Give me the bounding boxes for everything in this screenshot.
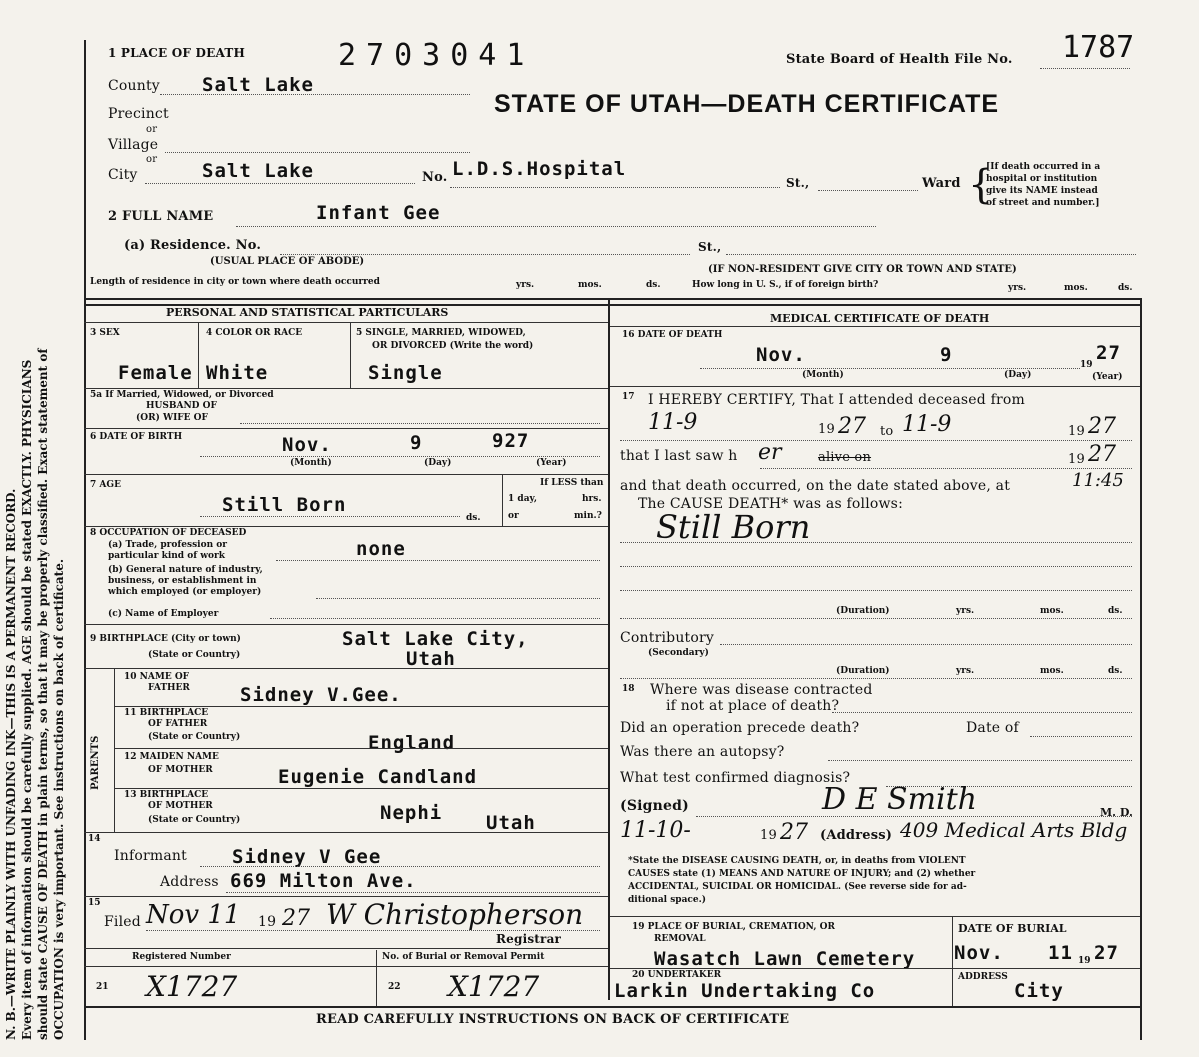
- sex-label: 3 SEX: [90, 328, 120, 338]
- signed-label: (Signed): [620, 798, 689, 814]
- howlong-ds-label: ds.: [1118, 283, 1133, 293]
- employer-label: (c) Name of Employer: [108, 609, 219, 619]
- hrs-label: hrs.: [582, 494, 602, 504]
- husband-label-2: HUSBAND OF: [146, 401, 217, 411]
- age-line: [200, 516, 460, 517]
- county-value: Salt Lake: [202, 74, 314, 96]
- length-of-residence-label: Length of residence in city or town where death occurred: [90, 277, 380, 287]
- place-of-death-label: 1 PLACE OF DEATH: [108, 46, 245, 60]
- husband-label-1: 5a If Married, Widowed, or Divorced: [90, 390, 274, 400]
- residence-label: (a) Residence. No.: [124, 238, 262, 253]
- city-line: [145, 183, 415, 184]
- note-line-2: CAUSES state (1) MEANS AND NATURE OF INJURY; and (2) whether: [628, 869, 976, 879]
- date-of-death-label: 16 DATE OF DEATH: [622, 330, 723, 340]
- mother-birthplace-label-1: 13 BIRTHPLACE: [124, 790, 209, 800]
- duration-yrs-2: yrs.: [956, 666, 975, 676]
- hospital-note-2: hospital or institution: [986, 174, 1098, 184]
- occupation-b-label-3: which employed (or employer): [108, 587, 262, 597]
- hospital-note-1: [If death occurred in a: [986, 162, 1101, 172]
- village-line: [165, 152, 470, 153]
- instructions-footer: READ CAREFULLY INSTRUCTIONS ON BACK OF CERTIFICATE: [316, 1012, 790, 1027]
- st-line: [818, 190, 918, 191]
- father-birthplace-label-3: (State or Country): [148, 732, 241, 742]
- attend-from: 11-9: [648, 410, 698, 435]
- abode-label: (USUAL PLACE OF ABODE): [210, 256, 365, 267]
- last-saw-label: that I last saw h: [620, 448, 738, 464]
- registered-number-label: Registered Number: [132, 952, 231, 962]
- signed-year: 27: [780, 820, 808, 845]
- duration-label-1: (Duration): [836, 606, 890, 616]
- item-17-label: 17: [622, 392, 635, 402]
- undertaker-address: City: [1014, 980, 1064, 1002]
- death-occurred-label: and that death occurred, on the date stated above, at: [620, 478, 1011, 494]
- parents-label: PARENTS: [90, 735, 101, 790]
- informant-address-label: Address: [160, 874, 219, 890]
- mother-birthplace-city: Nephi: [380, 802, 443, 824]
- dob-year-label: (Year): [536, 458, 567, 468]
- occupation-value: none: [356, 538, 406, 560]
- note-line-3: ACCIDENTAL, SUICIDAL OR HOMICIDAL. (See reverse side for ad-: [628, 882, 967, 892]
- sex-value: Female: [118, 362, 193, 384]
- rule-after-dod: [610, 386, 1140, 387]
- contributory-label: Contributory: [620, 630, 714, 646]
- father-birthplace-label-2: OF FATHER: [148, 719, 208, 729]
- undertaker-address-label: ADDRESS: [958, 972, 1008, 982]
- certify-text: I HEREBY CERTIFY, That I attended deceased from: [648, 392, 1025, 408]
- burial-label-2: REMOVAL: [654, 934, 706, 944]
- duration-mos-2: mos.: [1040, 666, 1064, 676]
- employer-nature-line: [316, 598, 600, 599]
- medical-section-title: MEDICAL CERTIFICATE OF DEATH: [770, 312, 990, 325]
- death-time: 11:45: [1072, 470, 1124, 491]
- undertaker-label: 20 UNDERTAKER: [632, 970, 722, 980]
- rule-before-burial: [610, 916, 1140, 917]
- attend-to: 11-9: [902, 412, 952, 437]
- county-label: County: [108, 78, 160, 94]
- less-than-label-2: 1 day,: [508, 494, 538, 504]
- dod-day: 9: [940, 344, 953, 366]
- frame-right-border: [1140, 300, 1142, 1040]
- age-value: Still Born: [222, 494, 347, 516]
- marital-value: Single: [368, 362, 443, 384]
- dob-year: 927: [492, 430, 530, 452]
- note-line-4: ditional space.): [628, 895, 707, 905]
- middle-divider: [608, 300, 610, 1000]
- physician-signature: D E Smith: [822, 782, 977, 817]
- residence-line: [280, 254, 690, 255]
- st-label: St.,: [786, 176, 810, 190]
- full-name-value: Infant Gee: [316, 202, 441, 224]
- village-label: Village: [108, 137, 159, 153]
- sidebar-line-2: Every item of information should be carefully supplied. AGE should be stated EXACTLY. PHYSICIANS: [20, 359, 34, 1040]
- rule-after-father: [114, 706, 608, 707]
- color-marital-divider: [350, 322, 351, 388]
- or-label-2: or: [146, 154, 158, 165]
- personal-section-title: PERSONAL AND STATISTICAL PARTICULARS: [166, 306, 449, 319]
- rule-after-father-birthplace: [114, 748, 608, 749]
- residence-st-line: [726, 254, 1136, 255]
- hospital-value: L.D.S.Hospital: [452, 158, 627, 180]
- file-number: 1787: [1062, 30, 1135, 65]
- or-label: or: [146, 124, 158, 135]
- contracted-label-1: Where was disease contracted: [650, 682, 873, 698]
- footer-divider: [376, 950, 377, 1006]
- less-than-divider: [502, 474, 503, 526]
- cause-label: The CAUSE DEATH* was as follows:: [638, 496, 903, 512]
- registered-num-label: 21: [96, 982, 109, 992]
- ward-label: Ward: [922, 176, 961, 191]
- rule-after-parents: [84, 832, 608, 833]
- filed-year: 27: [282, 906, 310, 931]
- contracted-label-2: if not at place of death?: [666, 698, 840, 714]
- last-saw-year: 27: [1088, 442, 1116, 467]
- informant-address-line: [226, 892, 600, 893]
- non-resident-label: (IF NON-RESIDENT GIVE CITY OR TOWN AND STATE): [708, 264, 1017, 275]
- rule-before-undertaker: [610, 968, 1140, 969]
- father-name: Sidney V.Gee.: [240, 684, 402, 706]
- rule-after-filed: [84, 948, 608, 949]
- informant-label: Informant: [114, 848, 187, 864]
- contributory-line: [720, 644, 1132, 645]
- occupation-label: 8 OCCUPATION OF DECEASED: [90, 528, 247, 538]
- filed-label: Filed: [104, 914, 141, 930]
- registrar-signature: W Christopherson: [326, 898, 584, 931]
- color-label: 4 COLOR OR RACE: [206, 328, 303, 338]
- signed-date: 11-10-: [620, 818, 691, 843]
- registrar-label: Registrar: [496, 932, 562, 946]
- duration-ds-2: ds.: [1108, 666, 1123, 676]
- full-name-line: [236, 226, 876, 227]
- dod-year-label: (Year): [1092, 372, 1123, 382]
- dod-month-label: (Month): [802, 370, 844, 380]
- burial-date-year-prefix: 19: [1078, 956, 1091, 966]
- how-long-label: How long in U. S., if of foreign birth?: [692, 280, 879, 290]
- mother-label-1: 12 MAIDEN NAME: [124, 752, 219, 762]
- operation-label: Did an operation precede death?: [620, 720, 860, 736]
- cause-line-3: [620, 590, 1132, 591]
- length-ds-label: ds.: [646, 280, 661, 290]
- howlong-mos-label: mos.: [1064, 283, 1088, 293]
- autopsy-label: Was there an autopsy?: [620, 744, 785, 760]
- rule-after-age: [84, 526, 608, 527]
- rule-after-husband: [84, 428, 608, 429]
- item-18-label: 18: [622, 684, 635, 694]
- birthplace-state-label: (State or Country): [148, 650, 241, 660]
- residence-st-label: St.,: [698, 240, 722, 254]
- physician-address: 409 Medical Arts Bldg: [900, 818, 1128, 842]
- father-birthplace-label-1: 11 BIRTHPLACE: [124, 708, 209, 718]
- length-yrs-label: yrs.: [516, 280, 535, 290]
- occupation-b-label-1: (b) General nature of industry,: [108, 565, 263, 575]
- informant-value: Sidney V Gee: [232, 846, 382, 868]
- burial-permit-number: X1727: [448, 970, 540, 1003]
- occupation-line: [276, 560, 600, 561]
- rule-after-mother: [114, 788, 608, 789]
- sidebar-line-1: N. B.—WRITE PLAINLY WITH UNFADING INK—THIS IS A PERMANENT RECORD.: [4, 488, 18, 1040]
- birthplace-state: Utah: [406, 648, 456, 670]
- full-name-label: 2 FULL NAME: [108, 209, 214, 224]
- cause-line-2: [620, 566, 1132, 567]
- dod-line: [700, 368, 1080, 369]
- duration-ds-1: ds.: [1108, 606, 1123, 616]
- registered-number: X1727: [146, 970, 238, 1003]
- precinct-label: Precinct: [108, 106, 169, 122]
- father-label-1: 10 NAME OF: [124, 672, 190, 682]
- father-label-2: FATHER: [148, 683, 190, 693]
- item-14-label: 14: [88, 834, 101, 844]
- hospital-note-4: of street and number.]: [986, 198, 1100, 208]
- duration-yrs-1: yrs.: [956, 606, 975, 616]
- to-label: to: [880, 424, 894, 439]
- signed-year-prefix: 19: [760, 828, 777, 843]
- min-label: min.?: [574, 511, 602, 521]
- dob-line: [200, 456, 600, 457]
- street-line: [450, 187, 780, 188]
- alive-on-label: alive on: [818, 450, 872, 465]
- burial-date-year: 27: [1094, 942, 1119, 964]
- file-number-label: State Board of Health File No.: [786, 52, 1013, 67]
- or-min-label: or: [508, 511, 519, 521]
- filed-date: Nov 11: [146, 900, 241, 930]
- occupation-a-label-1: (a) Trade, profession or: [108, 540, 227, 550]
- city-label: City: [108, 167, 138, 183]
- howlong-yrs-label: yrs.: [1008, 283, 1027, 293]
- personal-header-rule: [84, 322, 608, 323]
- birthplace-label: 9 BIRTHPLACE (City or town): [90, 634, 241, 644]
- husband-line: [240, 423, 600, 424]
- rule-after-informant: [84, 896, 608, 897]
- burial-label-1: 19 PLACE OF BURIAL, CREMATION, OR: [632, 922, 835, 932]
- filed-year-prefix: 19: [258, 914, 277, 930]
- burial-divider: [952, 916, 953, 1006]
- mother-birthplace-label-3: (State or Country): [148, 815, 241, 825]
- attend-from-year: 27: [838, 414, 866, 439]
- attend-to-year: 27: [1088, 414, 1116, 439]
- marital-label-1: 5 SINGLE, MARRIED, WIDOWED,: [356, 328, 526, 338]
- age-label: 7 AGE: [90, 480, 121, 490]
- dob-label: 6 DATE OF BIRTH: [90, 432, 183, 442]
- certificate-title: STATE OF UTAH—DEATH CERTIFICATE: [494, 90, 1000, 118]
- dod-year: 27: [1096, 342, 1121, 364]
- md-label: M. D.: [1100, 806, 1133, 819]
- sidebar-line-4: OCCUPATION is very important. See instructions on back of certificate.: [52, 558, 66, 1040]
- occupation-b-label-2: business, or establishment in: [108, 576, 257, 586]
- last-saw-line: [760, 468, 1132, 469]
- mother-label-2: OF MOTHER: [148, 765, 213, 775]
- color-value: White: [206, 362, 269, 384]
- attend-to-year-prefix: 19: [1068, 424, 1085, 439]
- test-label: What test confirmed diagnosis?: [620, 770, 851, 786]
- length-mos-label: mos.: [578, 280, 602, 290]
- contracted-line: [832, 712, 1132, 713]
- burial-permit-label: No. of Burial or Removal Permit: [382, 952, 545, 962]
- secondary-label: (Secondary): [648, 648, 709, 658]
- date-of-line: [1030, 736, 1132, 737]
- sidebar-line-3: should state CAUSE OF DEATH in plain terms, so that it may be properly classified. Exact statement of: [36, 348, 50, 1040]
- rule-after-sex: [84, 388, 608, 389]
- signed-line: [696, 816, 1132, 817]
- dod-day-label: (Day): [1004, 370, 1032, 380]
- hospital-note-3: give its NAME instead: [986, 186, 1098, 196]
- burial-date-label: DATE OF BURIAL: [958, 922, 1067, 935]
- informant-address: 669 Milton Ave.: [230, 870, 417, 892]
- registration-number: 2703041: [338, 38, 535, 73]
- age-ds-label: ds.: [466, 513, 481, 523]
- attend-from-year-prefix: 19: [818, 422, 835, 437]
- informant-line: [200, 866, 600, 867]
- rule-after-occupation: [84, 624, 608, 625]
- mother-birthplace-state: Utah: [486, 812, 536, 834]
- attend-line: [620, 440, 1132, 441]
- birthplace-city: Salt Lake City,: [342, 628, 529, 650]
- duration-line-1: [620, 618, 1132, 619]
- less-than-label-1: If LESS than: [540, 478, 604, 488]
- note-line-1: *State the DISEASE CAUSING DEATH, or, in deaths from VIOLENT: [628, 856, 966, 866]
- no-label: No.: [422, 170, 448, 185]
- husband-label-3: (OR) WIFE OF: [136, 413, 208, 423]
- burial-place: Wasatch Lawn Cemetery: [654, 948, 916, 970]
- physician-address-label: (Address): [820, 828, 893, 843]
- dod-month: Nov.: [756, 344, 806, 366]
- dob-day-label: (Day): [424, 458, 452, 468]
- cause-value: Still Born: [656, 508, 811, 546]
- rule-after-birthplace: [84, 668, 608, 669]
- city-value: Salt Lake: [202, 160, 314, 182]
- duration-label-2: (Duration): [836, 666, 890, 676]
- footer-header-rule: [84, 966, 608, 967]
- undertaker-value: Larkin Undertaking Co: [614, 980, 876, 1002]
- rule-after-dob: [84, 474, 608, 475]
- last-saw-year-prefix: 19: [1068, 452, 1085, 467]
- dob-month-label: (Month): [290, 458, 332, 468]
- father-birthplace: England: [368, 732, 456, 754]
- burial-date-month: Nov.: [954, 942, 1004, 964]
- last-saw-hand: er: [758, 440, 782, 465]
- footer-bottom-rule: [84, 1006, 1142, 1008]
- date-of-label: Date of: [966, 720, 1019, 736]
- autopsy-line: [828, 760, 1132, 761]
- dob-month: Nov.: [282, 434, 332, 456]
- filed-line: [146, 930, 600, 931]
- medical-header-rule: [610, 326, 1140, 327]
- dob-day: 9: [410, 432, 423, 454]
- marital-label-2: OR DIVORCED (Write the word): [372, 341, 534, 351]
- occupation-a-label-2: particular kind of work: [108, 551, 225, 561]
- burial-permit-num-label: 22: [388, 982, 401, 992]
- file-number-line: [1040, 68, 1130, 69]
- frame-left-border: [84, 40, 86, 1040]
- brace-icon: {: [968, 162, 994, 208]
- employer-line: [270, 618, 600, 619]
- duration-line-2: [620, 678, 1132, 679]
- burial-date-day: 11: [1048, 942, 1073, 964]
- cause-line-1: [620, 542, 1132, 543]
- mother-birthplace-label-2: OF MOTHER: [148, 801, 213, 811]
- sex-color-divider: [198, 322, 199, 388]
- mother-name: Eugenie Candland: [278, 766, 478, 788]
- item-15-label: 15: [88, 898, 101, 908]
- section-divider-top: [84, 298, 1142, 300]
- dod-year-prefix: 19: [1080, 360, 1093, 370]
- parents-divider: [114, 668, 115, 832]
- duration-mos-1: mos.: [1040, 606, 1064, 616]
